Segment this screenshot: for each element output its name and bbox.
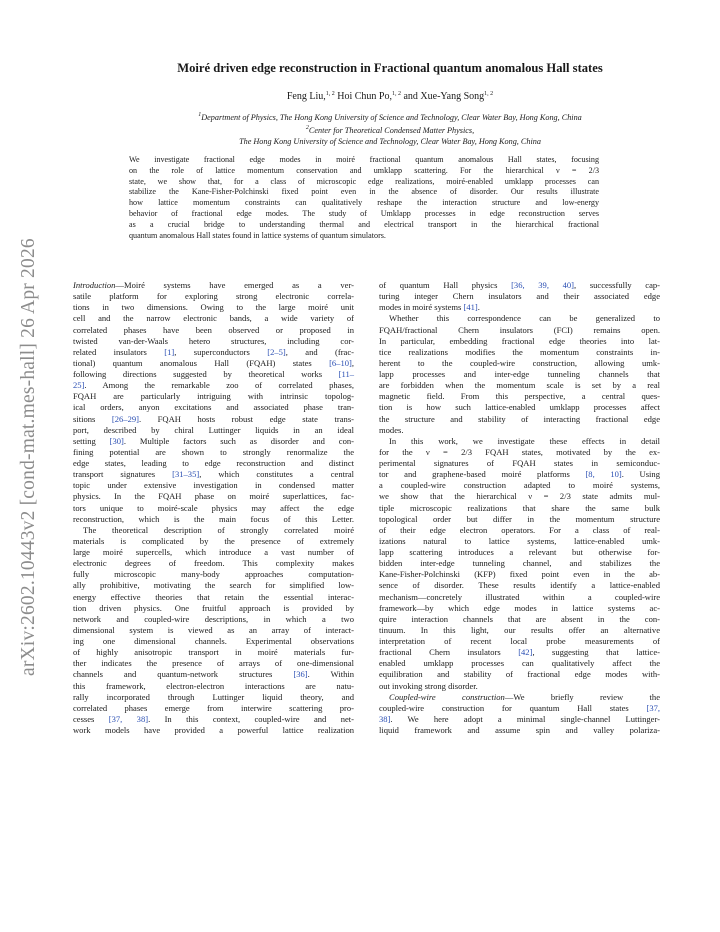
text-line xyxy=(379,536,660,547)
text-line xyxy=(379,325,660,336)
text-run: setting xyxy=(73,435,110,446)
citation-link[interactable]: [42] xyxy=(518,647,533,658)
text-run: fining potential are shown to strongly renormalize the xyxy=(73,446,354,457)
text-run: In particular, embedding fractional edge theories into lat- xyxy=(379,335,660,346)
text-run: the structure and stability of interacting fractional edge xyxy=(379,413,660,424)
text-line xyxy=(73,592,354,603)
text-run: sence of disorder. These results identify a lattice-enabled xyxy=(379,580,660,591)
text-run: tice realizations modifies the momentum constraints in- xyxy=(379,346,660,357)
text-line xyxy=(379,603,660,614)
citation-link[interactable]: [37, xyxy=(646,702,660,713)
text-line xyxy=(379,703,660,714)
body-column-right xyxy=(379,280,660,736)
text-line xyxy=(379,425,660,436)
text-line xyxy=(379,491,660,502)
text-line xyxy=(379,503,660,514)
text-run: herent to the coupled-wire construction, allowing umk- xyxy=(379,357,660,368)
text-line xyxy=(73,614,354,625)
text-run: of their edge electron operators. For a class of real- xyxy=(379,524,660,535)
text-line xyxy=(379,525,660,536)
text-run: port, described by chiral Luttinger liquids in an ideal xyxy=(73,424,354,435)
text-line xyxy=(73,647,354,658)
text-run: perimental signatures of FQAH states in semiconduc- xyxy=(379,458,660,468)
text-line xyxy=(73,480,354,491)
text-run: coupled-wire construction for quantum Hall states xyxy=(379,702,647,713)
text-line xyxy=(73,681,354,692)
text-run: energy effective theories that retain the essential interac- xyxy=(73,591,354,602)
citation-link[interactable]: [6–10] xyxy=(329,357,352,368)
text-run: . Among the remarkable zoo of correlated phases, xyxy=(84,380,354,391)
text-line xyxy=(379,469,660,480)
text-run: , xyxy=(351,357,354,368)
text-run: ally prohibitive, motivating the search for simplified low- xyxy=(73,580,354,591)
text-run: out invoking strong disorder. xyxy=(379,680,478,691)
text-run: . Multiple factors such as disorder and con- xyxy=(123,435,354,446)
text-run: . xyxy=(477,302,480,313)
text-run: electronic degrees of freedom. This complexity makes xyxy=(73,558,354,569)
text-run: related insulators xyxy=(73,346,165,357)
text-line xyxy=(73,536,354,547)
section-heading: Introduction xyxy=(73,280,116,290)
text-line xyxy=(73,425,354,436)
text-run: interpretation of recent local probe measurements of xyxy=(379,636,660,646)
text-run: sitions xyxy=(73,413,112,424)
text-line xyxy=(379,714,660,725)
text-line xyxy=(73,414,354,425)
text-line xyxy=(379,592,660,603)
text-run: satile platform for exploring strong electronic correla- xyxy=(73,291,354,302)
text-line xyxy=(73,358,354,369)
text-run: Kane-Fisher-Polchinski (KFP) fixed point even in the ab- xyxy=(379,569,660,580)
text-line xyxy=(73,636,354,647)
text-run: lapp scattering introduces a relevant but otherwise for- xyxy=(379,547,660,557)
abstract xyxy=(129,155,599,241)
text-run: following directions suggested by theoretical works xyxy=(73,369,339,379)
paper-title: Moiré driven edge reconstruction in Fractional quantum anomalous Hall states xyxy=(177,61,603,75)
text-line xyxy=(379,447,660,458)
text-run: . We here adopt a minimal single-channel Luttinger- xyxy=(390,713,660,724)
text-line xyxy=(379,514,660,525)
affiliation-line xyxy=(60,123,720,136)
text-line xyxy=(379,480,660,491)
text-line xyxy=(379,358,660,369)
citation-link[interactable]: [1] xyxy=(164,346,175,357)
text-line xyxy=(379,580,660,591)
citation-link[interactable]: [11– xyxy=(338,369,354,379)
text-run: enabled umklapp processes can qualitatively affect the xyxy=(379,658,660,669)
text-line xyxy=(379,669,660,680)
author-affiliation-mark: 1, 2 xyxy=(325,91,335,97)
text-line xyxy=(379,569,660,580)
text-run: In this work, we investigate these effects in detail xyxy=(389,435,660,446)
affiliations xyxy=(60,110,720,147)
affiliation-mark: 2 xyxy=(305,125,309,131)
text-run: large moiré supercells, which introduce a vast number of xyxy=(73,547,354,557)
text-line xyxy=(379,692,660,703)
text-run: liquid framework and assume spin and valley polariza- xyxy=(379,725,660,735)
text-run: framework—by which edge modes in lattice systems ac- xyxy=(379,602,660,613)
text-run: tions in two dimensions. Owing to the large moiré unit xyxy=(73,302,354,313)
text-run: cell and the narrow electronic bands, a wide variety of xyxy=(73,313,354,324)
text-line xyxy=(73,669,354,680)
author-name: Hoi Chun Po, xyxy=(337,91,392,102)
text-line xyxy=(379,436,660,447)
text-run: tional) quantum anomalous Hall (FQAH) states xyxy=(73,357,330,368)
text-line xyxy=(73,692,354,703)
text-line xyxy=(73,280,354,291)
affiliation-text: Department of Physics, The Hong Kong University of Science and Technology, Clear Water Bay, Hong Kong, China xyxy=(201,113,582,122)
text-line xyxy=(73,525,354,536)
abstract-line: state, we show that, for a class of microscopic edge realizations, moiré-enabled umklapp processes can xyxy=(129,176,599,186)
text-run: this framework, electron-electron interactions are natu- xyxy=(73,680,354,691)
text-line xyxy=(379,369,660,380)
affiliation-line xyxy=(60,110,720,123)
text-run: lapp processes and inter-edge tunneling channels that xyxy=(379,369,660,379)
text-run: , successfully cap- xyxy=(574,280,660,290)
text-line xyxy=(379,725,660,736)
text-run: modes. xyxy=(379,424,404,435)
text-line xyxy=(73,313,354,324)
text-line xyxy=(379,647,660,658)
text-run: reconstruction, which is the main focus of this Letter. xyxy=(73,513,354,524)
text-run: twisted van-der-Waals hetero structures, including cor- xyxy=(73,335,354,346)
author-affiliation-mark: 1, 2 xyxy=(484,91,494,97)
citation-link[interactable]: [8, 10] xyxy=(585,469,622,480)
text-run: izations natural to lattice systems, lattice-enabled umk- xyxy=(379,535,660,546)
text-run: a coupled-wire construction adapted to moiré systems, xyxy=(379,480,660,491)
abstract-line: stabilize the Kane-Fisher-Polchinski fixed point even in the absence of disorder. Our results illustrate xyxy=(129,187,599,197)
text-line xyxy=(73,402,354,413)
citation-link[interactable]: [2–5] xyxy=(267,346,286,357)
abstract-line: We investigate fractional edge modes in moiré fractional quantum anomalous Hall states, focusing xyxy=(129,155,599,164)
abstract-line: on the role of lattice momentum conservation and umklapp scattering. For the hierarchical ν = 2/3 xyxy=(129,165,599,175)
text-line xyxy=(379,302,660,313)
text-run: FQAH/fractional Chern insulators (FCI) remains open. xyxy=(379,324,660,335)
text-line xyxy=(379,414,660,425)
text-run: we show that the hierarchical ν = 2/3 state admits mul- xyxy=(379,491,660,502)
abstract-line: behavior of fractional edge modes. The study of Umklapp processes in edge reconstruction serves xyxy=(129,208,599,218)
text-run: . In this context, coupled-wire and net- xyxy=(148,713,354,724)
text-line xyxy=(379,313,660,324)
text-run: . Within xyxy=(307,669,354,680)
text-line xyxy=(73,503,354,514)
affiliation-mark: 1 xyxy=(198,112,202,118)
text-line xyxy=(73,625,354,636)
text-run: —Moiré systems have emerged as a ver- xyxy=(115,280,354,290)
text-line xyxy=(379,402,660,413)
text-run: transport signatures xyxy=(73,469,173,480)
arxiv-identifier: arXiv:2602.10443v2 [cond-mat.mes-hall] 26 Apr 2026 xyxy=(18,238,39,676)
citation-link[interactable]: 38] xyxy=(379,713,391,724)
text-line xyxy=(73,580,354,591)
text-line xyxy=(73,547,354,558)
text-line xyxy=(379,458,660,469)
text-line xyxy=(379,658,660,669)
text-run: Whether this correspondence can be generalized to xyxy=(389,313,660,324)
citation-link[interactable]: [37, 38] xyxy=(108,713,149,724)
text-run: of highly anisotropic transport in moiré materials fur- xyxy=(73,647,354,658)
text-line xyxy=(379,681,660,692)
text-line xyxy=(73,458,354,469)
text-run: FQAH are particularly intriguing with intrinsic topolog- xyxy=(73,391,354,402)
abstract-line: quantum anomalous Hall states found in lattice systems of quantum simulators. xyxy=(129,230,386,240)
text-line xyxy=(73,469,354,480)
text-run: tion driven physics. One fruitful approach is provided by xyxy=(73,602,354,613)
citation-link[interactable]: [30] xyxy=(109,435,124,446)
text-run: channels and quantum-network structures xyxy=(73,669,294,680)
text-run: for the ν = 2/3 FQAH states, motivated by the ex- xyxy=(379,446,660,457)
text-run: ing one dimensional channels. Experimental observations xyxy=(73,636,354,646)
text-run: ical orders, anyon excitations and associated phase tran- xyxy=(73,402,354,413)
affiliation-line xyxy=(60,136,720,147)
text-line xyxy=(73,491,354,502)
text-run: materials is complicated by the presence of extremely xyxy=(73,535,354,546)
text-run: mechanism—concretely illustrated within a coupled-wire xyxy=(379,591,660,602)
text-line xyxy=(73,447,354,458)
text-line xyxy=(73,302,354,313)
text-run: , which constitutes a central xyxy=(199,469,355,480)
text-run: bidden inter-edge tunneling channel, and stabilizes the xyxy=(379,558,660,569)
text-line xyxy=(73,325,354,336)
text-run: turing integer Chern insulators and their associated edge xyxy=(379,291,660,302)
text-run: —We briefly review the xyxy=(504,691,660,702)
text-line xyxy=(379,636,660,647)
author-name: and Xue-Yang Song xyxy=(403,91,485,102)
text-line xyxy=(73,436,354,447)
text-line xyxy=(73,291,354,302)
text-line xyxy=(73,703,354,714)
text-run: of quantum Hall physics xyxy=(379,280,512,290)
text-run: fully microscopic many-body approaches computation- xyxy=(73,569,354,580)
text-line xyxy=(73,514,354,525)
text-run: network and coupled-wire descriptions, in which a two xyxy=(73,613,354,624)
text-line xyxy=(73,603,354,614)
text-run: topological order but differ in the momentum structure xyxy=(379,513,660,524)
text-run: rally incorporated through Luttinger liquid theory, and xyxy=(73,691,354,702)
text-run: work models have provided a powerful lattice realization xyxy=(73,725,354,735)
text-line xyxy=(73,336,354,347)
text-line xyxy=(73,714,354,725)
text-run: tor and graphene-based moiré platforms xyxy=(379,469,586,480)
author-affiliation-mark: 1, 2 xyxy=(391,91,401,97)
abstract-line: as a crucial bridge to understanding thermal and electrical transport in the hierarchical fractional xyxy=(129,219,599,229)
text-line xyxy=(73,725,354,736)
text-run: quire interaction channels that are absent in the con- xyxy=(379,613,660,624)
text-line xyxy=(73,569,354,580)
text-line xyxy=(379,380,660,391)
author-list xyxy=(60,91,720,102)
text-run: magnetic field. From this perspective, a central ques- xyxy=(379,391,660,402)
text-run: tinuum. In this light, our results offer an alternative xyxy=(379,624,660,635)
citation-link[interactable]: [41] xyxy=(463,302,478,313)
text-run: modes in moiré systems xyxy=(379,302,464,313)
text-run: are forbidden when the momentum scale is set by a real xyxy=(379,380,660,391)
citation-link[interactable]: [31–35] xyxy=(172,469,200,480)
text-run: tors unique to moiré-scale physics may affect the edge xyxy=(73,502,354,513)
text-run: , suggesting that lattice- xyxy=(532,647,660,658)
text-run: , and (frac- xyxy=(285,346,354,357)
text-run: . FQAH hosts robust edge state trans- xyxy=(138,413,354,424)
text-line xyxy=(73,369,354,380)
text-run: fractional Chern insulators xyxy=(379,647,519,658)
text-run: correlated phases emerge from interwire scattering pro- xyxy=(73,702,354,713)
text-line xyxy=(379,280,660,291)
text-run: correlated phases have been observed or proposed in xyxy=(73,324,354,335)
text-run: ther indicates the presence of arrays of one-dimensional xyxy=(73,658,354,669)
text-run: , superconductors xyxy=(174,346,268,357)
text-line xyxy=(379,291,660,302)
section-heading: Coupled-wire construction xyxy=(389,691,505,702)
text-line xyxy=(379,391,660,402)
text-run: . Using xyxy=(621,469,660,480)
text-line xyxy=(73,558,354,569)
text-line xyxy=(73,391,354,402)
text-run: The theoretical description of strongly correlated moiré xyxy=(83,524,354,535)
affiliation-text: Center for Theoretical Condensed Matter Physics, xyxy=(308,126,475,135)
citation-link[interactable]: [36] xyxy=(293,669,308,680)
text-line xyxy=(379,547,660,558)
text-line xyxy=(379,558,660,569)
text-run: tiple microscopic realizations that share the same bulk xyxy=(379,502,660,513)
text-line xyxy=(379,625,660,636)
text-run: tion is how such lattice-enabled umklapp processes affect xyxy=(379,402,660,413)
author-name: Feng Liu, xyxy=(286,91,326,102)
citation-link[interactable]: [26–29] xyxy=(111,413,139,424)
text-run: equilibration and stability of fractional edge modes with- xyxy=(379,669,660,680)
affiliation-text: The Hong Kong University of Science and Technology, Clear Water Bay, Hong Kong, China xyxy=(239,137,541,146)
body-column-left xyxy=(73,280,354,736)
text-run: physics. In the FQAH phase on moiré superlattices, fac- xyxy=(73,491,354,502)
text-run: dimensional system is viewed as an array of interact- xyxy=(73,624,354,635)
text-line xyxy=(73,347,354,358)
text-line xyxy=(379,347,660,358)
text-line xyxy=(73,658,354,669)
text-run: topic under extensive investigation in condensed matter xyxy=(73,480,354,491)
text-line xyxy=(379,614,660,625)
text-run: edge states, leading to edge reconstruction and distinct xyxy=(73,458,354,468)
citation-link[interactable]: 25] xyxy=(73,380,85,391)
text-run: cesses xyxy=(73,713,109,724)
text-line xyxy=(379,336,660,347)
text-line xyxy=(73,380,354,391)
abstract-line: how lattice momentum constraints can qualitatively reshape the interaction structure and low-energy xyxy=(129,198,599,208)
citation-link[interactable]: [36, 39, 40] xyxy=(511,280,575,290)
